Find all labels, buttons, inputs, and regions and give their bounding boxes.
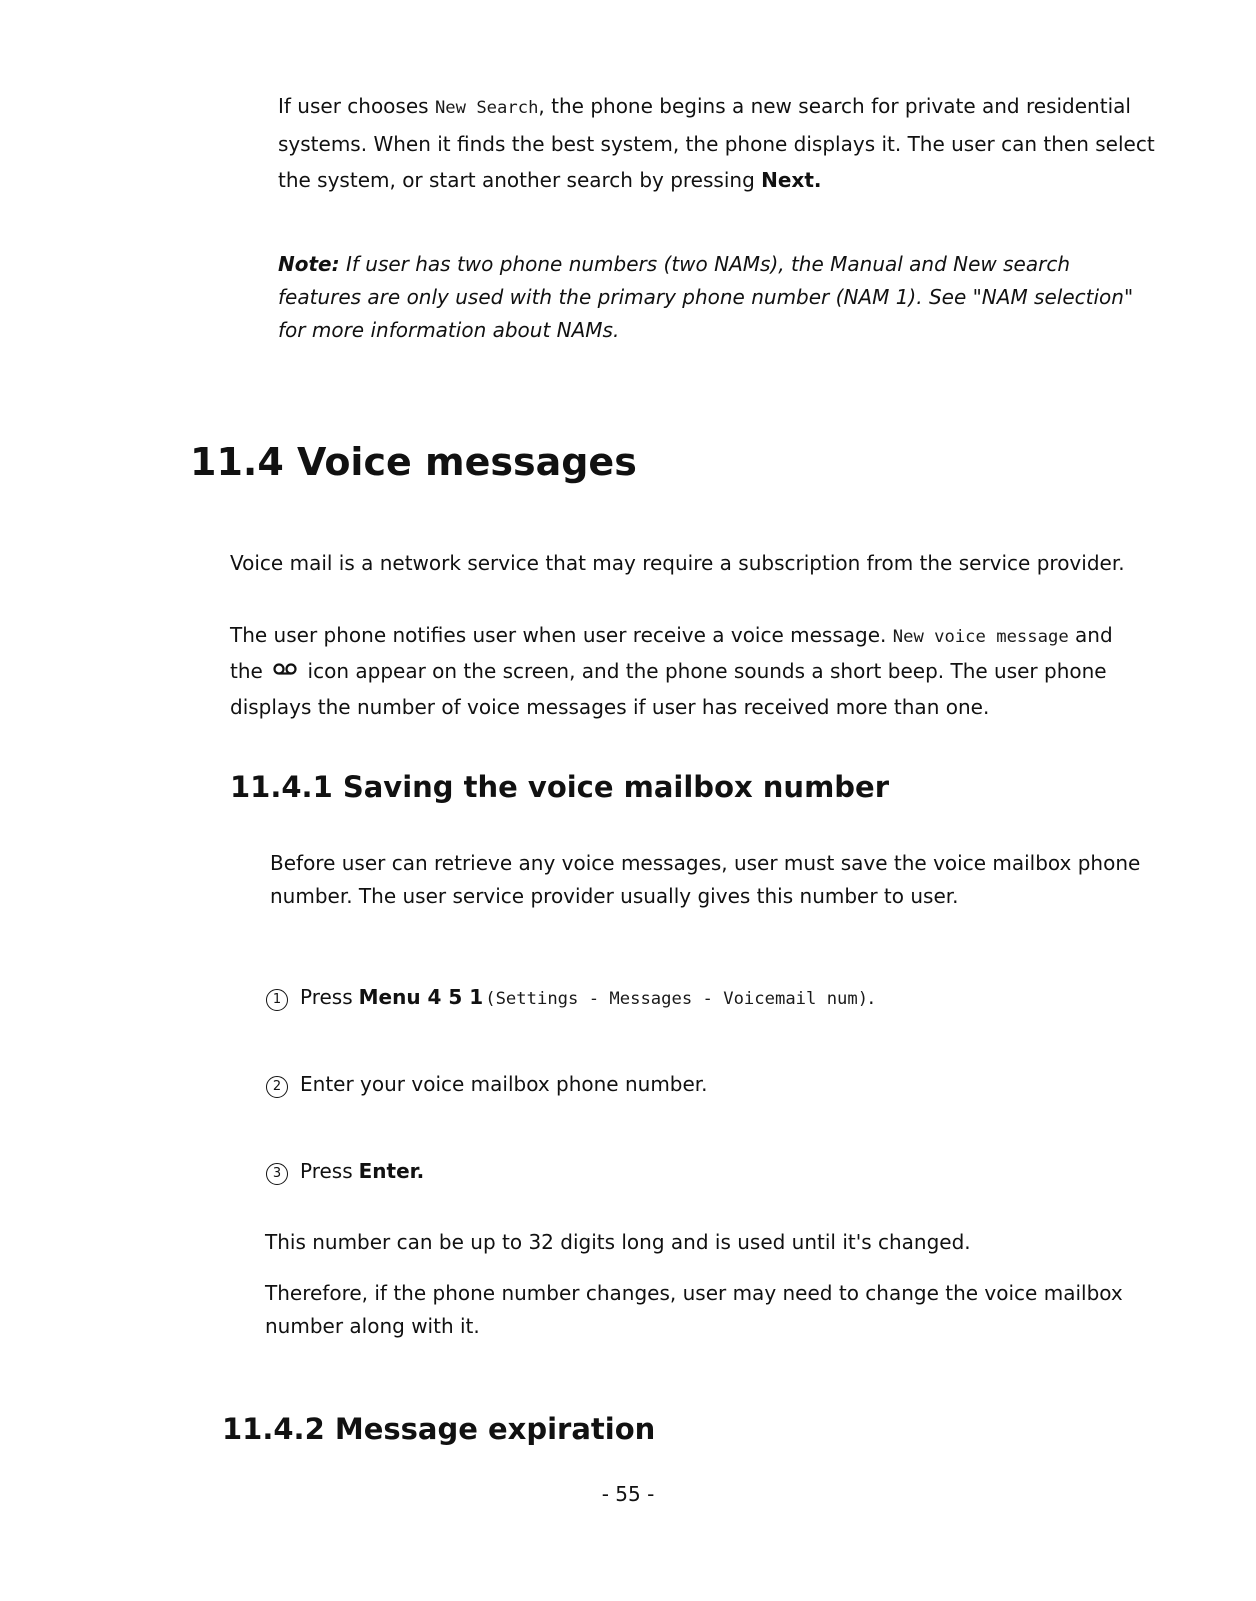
note-paragraph [278, 248, 1138, 347]
step-number-badge: 2 [266, 1076, 288, 1098]
step-1 [266, 985, 874, 1012]
menu-path-text: (Settings - Messages - Voicemail num) [485, 989, 869, 1009]
new-voice-message-text: New voice message [892, 627, 1069, 647]
note-text: If user has two phone numbers (two NAMs), the Manual and New search features are only used with the primary phone number (NAM 1). See "NAM selection" for more information about NAMs. [278, 252, 1134, 342]
step-2-text: Enter your voice mailbox phone number. [300, 1072, 708, 1096]
saving-intro-paragraph: Before user can retrieve any voice messages, user must save the voice mailbox phone number. The user service provider usually gives this number to user. [270, 851, 1141, 908]
section-heading-voice-messages: 11.4 Voice messages [190, 440, 637, 484]
voice-para-text-b: and the [230, 623, 1113, 683]
step-1-pre: Press [300, 985, 353, 1009]
voicemail-icon [273, 652, 297, 686]
step-number-badge: 3 [266, 1163, 288, 1185]
menu-key-sequence: Menu 4 5 1 [358, 985, 484, 1009]
voice-para-text-c: icon appear on the screen, and the phone sounds a short beep. The user phone displays the number of voice messages if user has received more than one. [230, 659, 1107, 719]
new-search-menu-text: New Search [434, 98, 539, 118]
page-number: - 55 - [601, 1482, 655, 1506]
next-key-label: Next. [761, 168, 822, 192]
intro-text-1: If user chooses [278, 94, 435, 118]
intro-paragraph [278, 88, 1158, 198]
number-length-note: This number can be up to 32 digits long and is used until it's changed. [265, 1230, 971, 1254]
step-1-post: . [868, 985, 875, 1009]
step-number-badge: 1 [266, 989, 288, 1011]
note-label: Note: [278, 252, 340, 276]
step-3 [266, 1159, 424, 1186]
change-number-note: Therefore, if the phone number changes, user may need to change the voice mailbox number along with it. [265, 1281, 1123, 1338]
section-heading-message-expiration: 11.4.2 Message expiration [222, 1412, 656, 1446]
step-2 [266, 1072, 708, 1099]
section-heading-saving-mailbox: 11.4.1 Saving the voice mailbox number [230, 770, 890, 804]
step-3-pre: Press [300, 1159, 353, 1183]
intro-text-2: , the phone begins a new search for private and residential systems. When it finds the best system, the phone displays it. The user can then select the system, or start another search by pressing [278, 94, 1155, 192]
voice-mail-description: Voice mail is a network service that may require a subscription from the service provider. [230, 551, 1125, 575]
voice-para-text-a: The user phone notifies user when user receive a voice message. [230, 623, 893, 647]
voice-notification-paragraph [230, 618, 1130, 724]
enter-key-label: Enter. [358, 1159, 425, 1183]
